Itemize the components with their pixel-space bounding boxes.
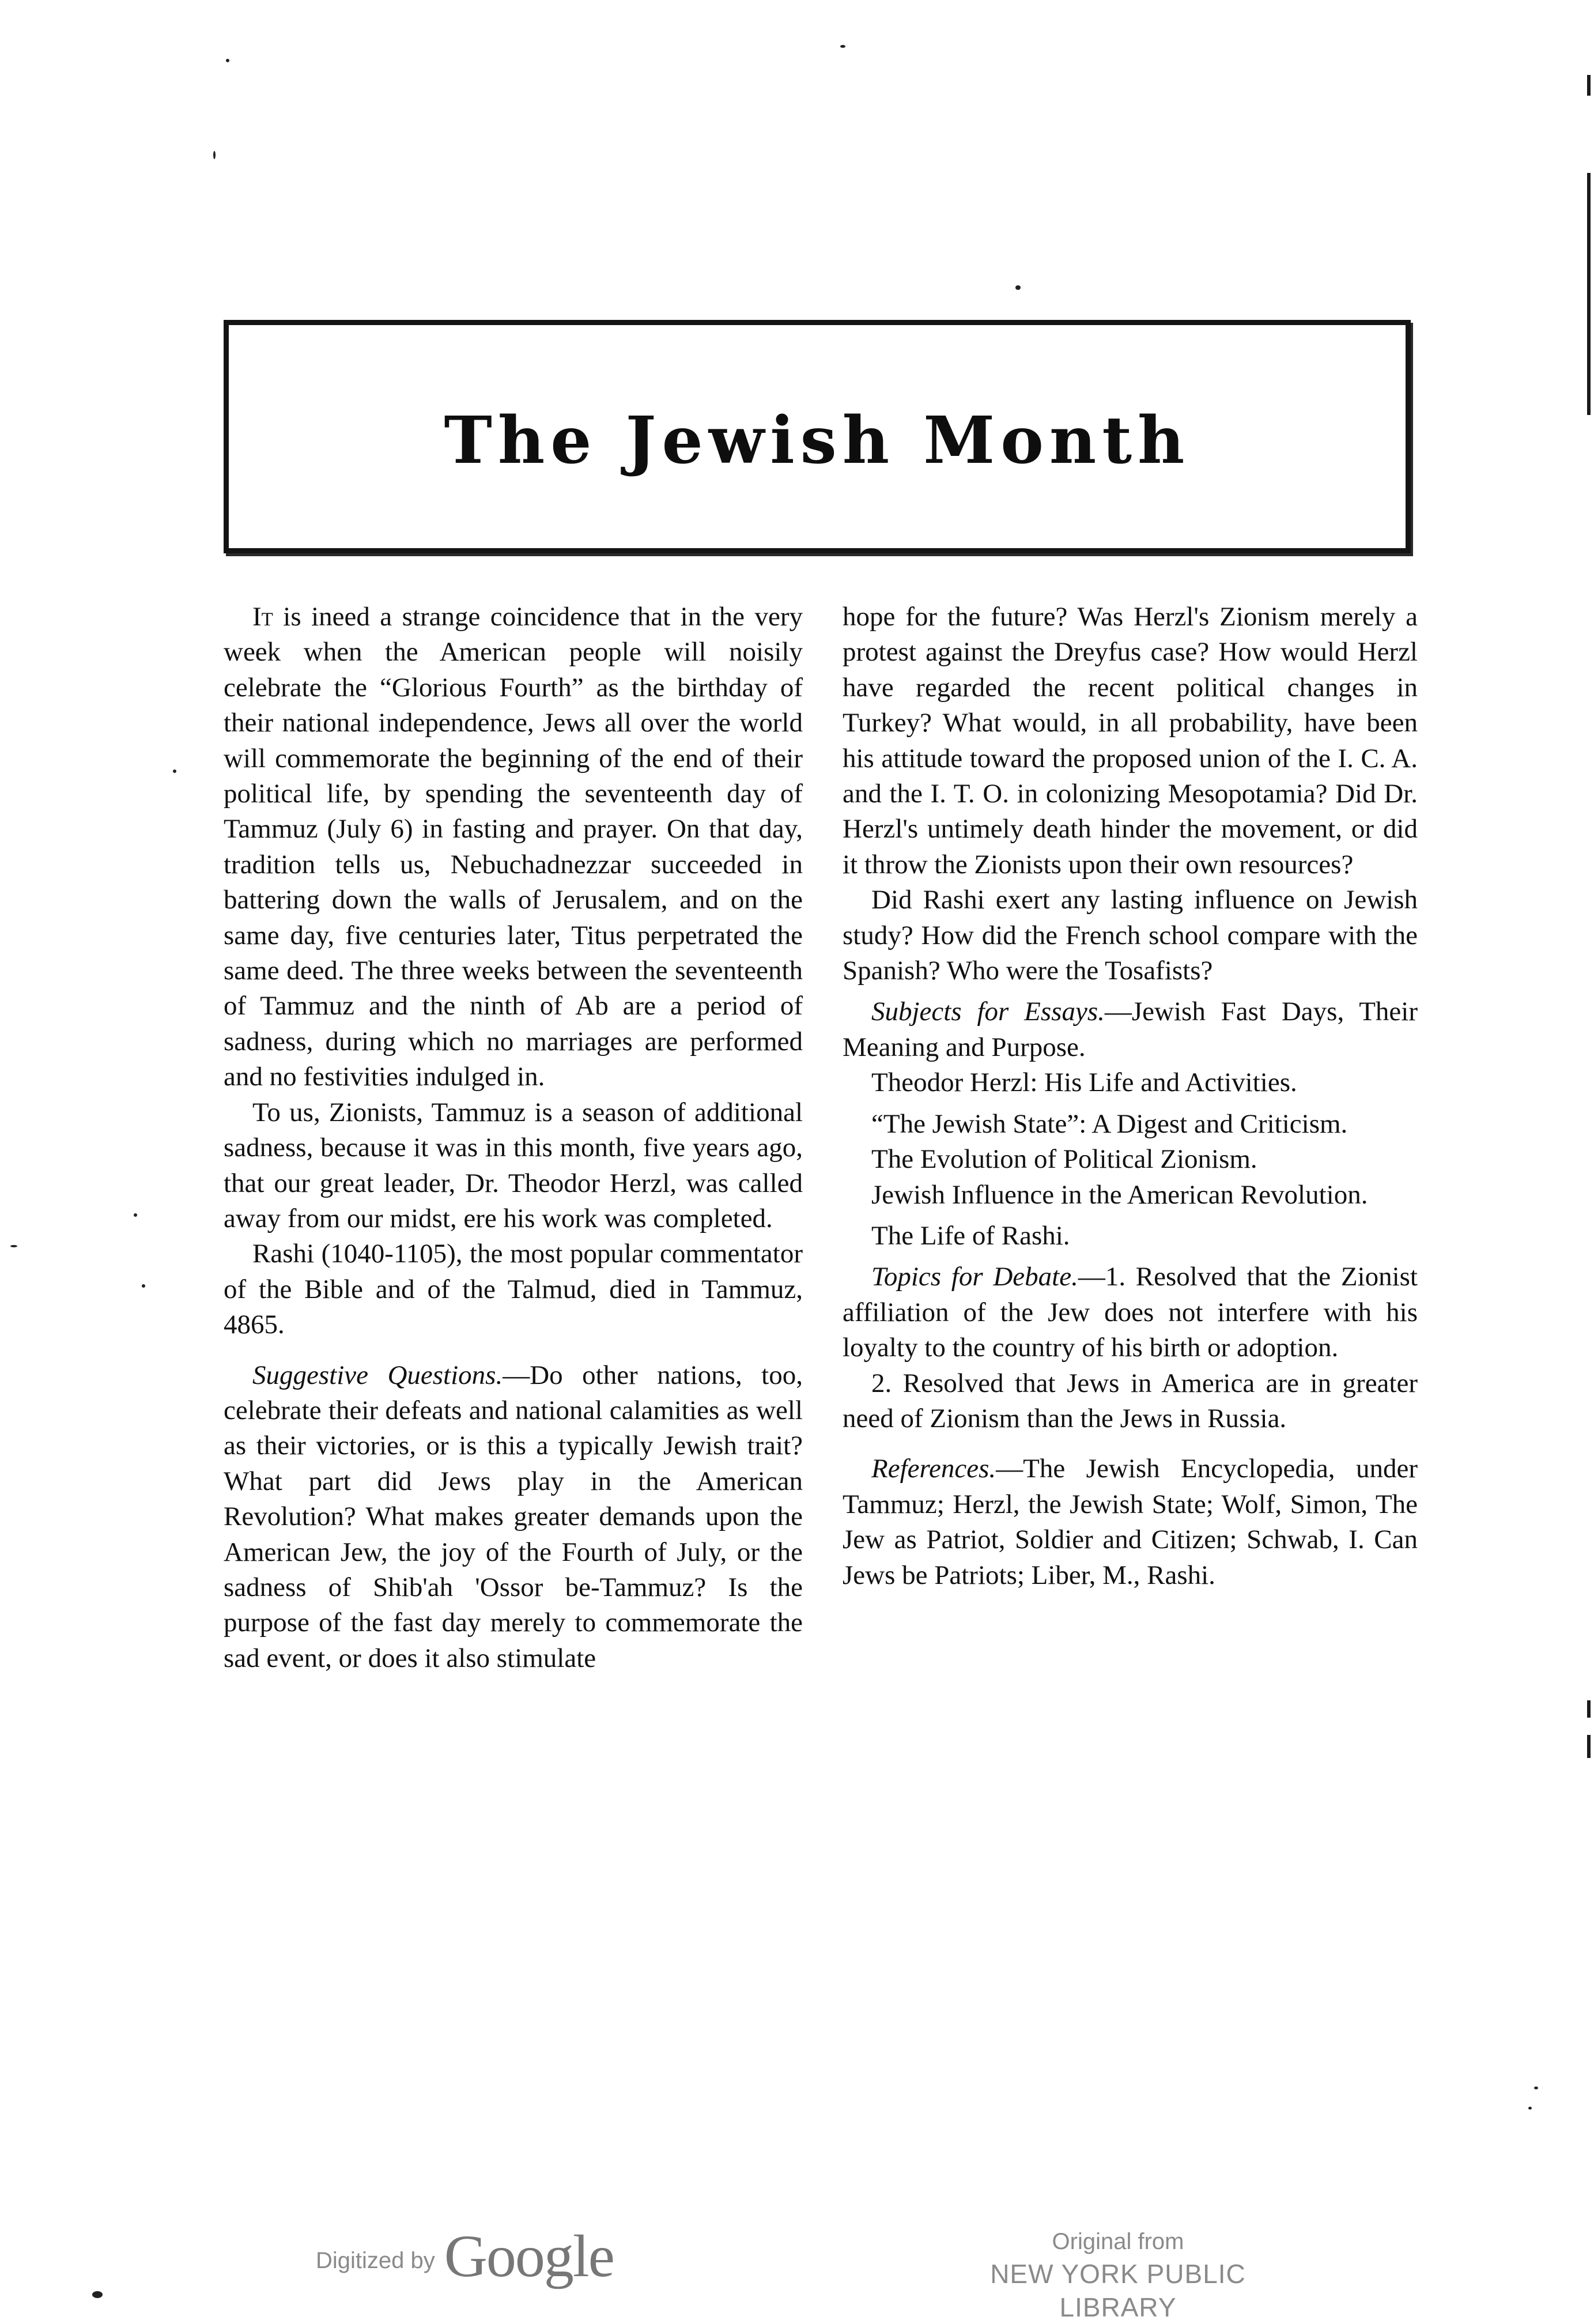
scan-speck bbox=[10, 1245, 17, 1247]
rashi-paragraph: Rashi (1040-1105), the most popular commentator of the Bible and of the Talmud, died in Tammuz, 4865. bbox=[224, 1239, 803, 1340]
intro-paragraph bbox=[224, 599, 803, 1095]
rashi-questions-paragraph: Did Rashi exert any lasting influence on Jewish study? How did the French school compare with the Spanish? Who were the Tosafists? bbox=[843, 885, 1418, 986]
original-from-label: Original from bbox=[1052, 2229, 1184, 2254]
essay-topic: Theodor Herzl: His Life and Activities. bbox=[871, 1067, 1297, 1098]
essay-topic: The Life of Rashi. bbox=[871, 1220, 1070, 1251]
scan-speck bbox=[840, 45, 845, 48]
right-column bbox=[843, 599, 1418, 1593]
page-edge-mark bbox=[1587, 173, 1591, 415]
library-name: NEW YORK PUBLIC LIBRARY bbox=[990, 2259, 1246, 2322]
scan-speck bbox=[1528, 2107, 1532, 2110]
debate-heading: Topics for Debate. bbox=[871, 1262, 1078, 1292]
scan-speck bbox=[1015, 285, 1021, 290]
page-title: The Jewish Month bbox=[444, 403, 1191, 478]
scan-speck bbox=[134, 1213, 137, 1217]
intro-paragraph-text: is ineed a strange coincidence that in the very week when the American people will noisily celebrate the “Glorious Fourth” as the birthday of their national independence, Jews all over the world will commemorate the beginning of the end of their political life, by spending the seventeenth day of Tammuz (July 6) in fasting and prayer. On that day, tradition tells us, Nebuchadnezzar succeeded in battering down the walls of Jerusalem, and on the same day, five centuries later, Titus perpetrated the same deed. The three weeks between the seventeenth of Tammuz and the ninth of Ab are a period of sadness, during which no marriages are performed and no festivities indulged in. bbox=[224, 602, 803, 1092]
essay-topic: The Evolution of Political Zionism. bbox=[871, 1144, 1257, 1175]
digitized-by-google-watermark bbox=[316, 2222, 614, 2291]
essay-topic: Jewish Influence in the American Revolution. bbox=[871, 1179, 1368, 1210]
scan-speck bbox=[142, 1284, 145, 1288]
essays-paragraph bbox=[843, 994, 1418, 1065]
scan-speck bbox=[226, 59, 229, 62]
title-frame bbox=[224, 320, 1411, 553]
essays-heading: Subjects for Essays. bbox=[871, 997, 1105, 1027]
scan-speck bbox=[1534, 2087, 1538, 2089]
references-text: —The Jewish Encyclopedia, under Tammuz; Herzl, the Jewish State; Wolf, Simon, The Jew as Patriot, Soldier and Citizen; Schwab, I. Can Jews be Patriots; Liber, M., Rashi. bbox=[843, 1454, 1418, 1590]
scan-speck bbox=[92, 2291, 103, 2298]
scan-speck bbox=[213, 151, 216, 159]
debate-second-topic: 2. Resolved that Jews in America are in greater need of Zionism than the Jews in Russia. bbox=[843, 1368, 1418, 1433]
digitized-label: Digitized by bbox=[316, 2248, 435, 2273]
suggestive-questions-paragraph bbox=[224, 1358, 803, 1677]
questions-continued-paragraph: hope for the future? Was Herzl's Zionism merely a protest against the Dreyfus case? How would Herzl have regarded the recent political changes in Turkey? What would, in all probability, have been his attitude toward the proposed union of the I. C. A. and the I. T. O. in colonizing Mesopotamia? Did Dr. Herzl's untimely death hinder the movement, or did it throw the Zionists upon their own resources? bbox=[843, 602, 1418, 880]
debate-first-topic: —1. Resolved that the Zionist affiliation of the Jew does not interfere with his loyalty to the country of his birth or adoption. bbox=[843, 1262, 1418, 1363]
essay-topic: “The Jewish State”: A Digest and Criticism. bbox=[871, 1108, 1348, 1139]
suggestive-questions-text: —Do other nations, too, celebrate their defeats and national calamities as well as their victories, or is this a typically Jewish trait? What part did Jews play in the American Revolution? What makes greater demands upon the American Jew, the joy of the Fourth of July, or the sadness of Shib'ah 'Ossor be-Tammuz? Is the purpose of the fast day merely to commemorate the sad event, or does it also stimulate bbox=[224, 1360, 803, 1673]
suggestive-questions-heading: Suggestive Questions. bbox=[252, 1360, 503, 1390]
essays-first-topic: —Jewish Fast Days, Their Meaning and Purpose. bbox=[843, 997, 1418, 1062]
scan-speck bbox=[173, 769, 176, 773]
left-column bbox=[224, 599, 803, 1676]
references-heading: References. bbox=[871, 1454, 996, 1484]
page-edge-mark bbox=[1587, 75, 1591, 96]
page-edge-mark bbox=[1587, 1735, 1591, 1758]
google-logo: Google bbox=[444, 2223, 614, 2289]
zionists-paragraph: To us, Zionists, Tammuz is a season of additional sadness, because it was in this month, five years ago, that our great leader, Dr. Theodor Herzl, was called away from our midst, ere his work was completed. bbox=[224, 1097, 803, 1233]
intro-lead-word: It bbox=[252, 602, 273, 632]
debate-paragraph bbox=[843, 1259, 1418, 1365]
library-attribution bbox=[939, 2226, 1297, 2324]
references-paragraph bbox=[843, 1451, 1418, 1593]
page-edge-mark bbox=[1587, 1700, 1591, 1718]
